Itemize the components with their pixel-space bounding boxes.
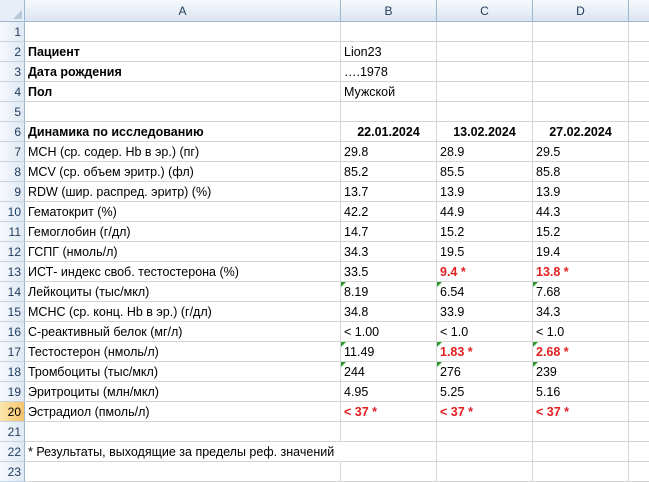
cell-value: 13.7 — [344, 185, 369, 199]
cell-d20[interactable] — [533, 402, 629, 422]
column-header-a[interactable]: A — [25, 0, 341, 22]
row-header-4[interactable]: 4 — [0, 82, 25, 102]
cell-value: < 1.00 — [344, 325, 380, 339]
cell-b16[interactable] — [341, 322, 437, 342]
cell-c6[interactable] — [437, 122, 533, 142]
cell-b8[interactable] — [341, 162, 437, 182]
cell-b22[interactable] — [341, 442, 437, 462]
cell-b12[interactable] — [341, 242, 437, 262]
cell-d7[interactable] — [533, 142, 629, 162]
cell-a1[interactable] — [25, 22, 341, 42]
cell-value: Лейкоциты (тыс/мкл) — [28, 285, 150, 299]
row-header-16[interactable]: 16 — [0, 322, 25, 342]
column-header-b[interactable]: B — [341, 0, 437, 22]
cell-a21[interactable] — [25, 422, 341, 442]
cell-e21[interactable] — [629, 422, 649, 442]
cell-e6[interactable] — [629, 122, 649, 142]
cell-a7[interactable] — [25, 142, 341, 162]
cell-value: < 37 * — [536, 405, 570, 419]
number-as-text-marker-icon — [533, 282, 538, 287]
cell-a3[interactable] — [25, 62, 341, 82]
cell-value: 1.83 * — [440, 345, 473, 359]
cell-value: 239 — [536, 365, 557, 379]
cell-b10[interactable] — [341, 202, 437, 222]
cell-value: 19.4 — [536, 245, 561, 259]
cell-e19[interactable] — [629, 382, 649, 402]
cell-e4[interactable] — [629, 82, 649, 102]
cell-b20[interactable] — [341, 402, 437, 422]
cell-a12[interactable] — [25, 242, 341, 262]
cell-value: Дата рождения — [28, 65, 122, 79]
cell-value: 8.19 — [344, 285, 369, 299]
cell-a8[interactable] — [25, 162, 341, 182]
cell-value: 19.5 — [440, 245, 465, 259]
cell-value: Гематокрит (%) — [28, 205, 117, 219]
cell-value: MCHC (ср. конц. Hb в эр.) (г/дл) — [28, 305, 212, 319]
cell-value: Пол — [28, 85, 53, 99]
cell-d4[interactable] — [533, 82, 629, 102]
cell-c16[interactable] — [437, 322, 533, 342]
cell-d13[interactable] — [533, 262, 629, 282]
cell-c11[interactable] — [437, 222, 533, 242]
cell-value: 13.8 * — [536, 265, 569, 279]
cell-value: Гемоглобин (г/дл) — [28, 225, 131, 239]
cell-d23[interactable] — [533, 462, 629, 482]
cell-value: * Результаты, выходящие за пределы реф. значений — [28, 445, 335, 459]
cell-value: Эстрадиол (пмоль/л) — [28, 405, 150, 419]
cell-c19[interactable] — [437, 382, 533, 402]
cell-a5[interactable] — [25, 102, 341, 122]
cell-a22[interactable] — [25, 442, 341, 462]
cell-value: ….1978 — [344, 65, 388, 79]
cell-d5[interactable] — [533, 102, 629, 122]
cell-c18[interactable] — [437, 362, 533, 382]
cell-b2[interactable] — [341, 42, 437, 62]
row-header-9[interactable]: 9 — [0, 182, 25, 202]
number-as-text-marker-icon — [437, 282, 442, 287]
cell-value: Тестостерон (нмоль/л) — [28, 345, 159, 359]
cell-a18[interactable] — [25, 362, 341, 382]
row-header-6[interactable]: 6 — [0, 122, 25, 142]
row-header-18[interactable]: 18 — [0, 362, 25, 382]
cell-value: 27.02.2024 — [549, 125, 612, 139]
cell-value: 29.8 — [344, 145, 369, 159]
row-header-8[interactable]: 8 — [0, 162, 25, 182]
number-as-text-marker-icon — [437, 362, 442, 367]
row-header-20[interactable]: 20 — [0, 402, 25, 422]
cell-a15[interactable] — [25, 302, 341, 322]
cell-b17[interactable] — [341, 342, 437, 362]
cell-value: 13.9 — [536, 185, 561, 199]
row-header-7[interactable]: 7 — [0, 142, 25, 162]
cell-value: 33.5 — [344, 265, 369, 279]
cell-value: 34.8 — [344, 305, 369, 319]
cell-b5[interactable] — [341, 102, 437, 122]
cell-d21[interactable] — [533, 422, 629, 442]
cell-e5[interactable] — [629, 102, 649, 122]
select-all-triangle-icon — [13, 10, 22, 19]
cell-c5[interactable] — [437, 102, 533, 122]
cell-a2[interactable] — [25, 42, 341, 62]
cell-b21[interactable] — [341, 422, 437, 442]
cell-b15[interactable] — [341, 302, 437, 322]
cell-a4[interactable] — [25, 82, 341, 102]
column-header-e[interactable] — [629, 0, 649, 22]
cell-a13[interactable] — [25, 262, 341, 282]
cell-e14[interactable] — [629, 282, 649, 302]
cell-e1[interactable] — [629, 22, 649, 42]
number-as-text-marker-icon — [341, 362, 346, 367]
cell-value: < 37 * — [440, 405, 474, 419]
cell-e10[interactable] — [629, 202, 649, 222]
column-header-d[interactable]: D — [533, 0, 629, 22]
cell-value: 9.4 * — [440, 265, 466, 279]
cell-value: 7.68 — [536, 285, 561, 299]
cell-c10[interactable] — [437, 202, 533, 222]
cell-value: Lion23 — [344, 45, 382, 59]
cell-value: С-реактивный белок (мг/л) — [28, 325, 183, 339]
cell-a20[interactable] — [25, 402, 341, 422]
cell-value: ГСПГ (нмоль/л) — [28, 245, 118, 259]
number-as-text-marker-icon — [437, 342, 442, 347]
cell-d16[interactable] — [533, 322, 629, 342]
cell-c8[interactable] — [437, 162, 533, 182]
cell-value: MCH (ср. содер. Hb в эр.) (пг) — [28, 145, 200, 159]
cell-a10[interactable] — [25, 202, 341, 222]
cell-e2[interactable] — [629, 42, 649, 62]
row-header-3[interactable]: 3 — [0, 62, 25, 82]
cell-d11[interactable] — [533, 222, 629, 242]
cell-d10[interactable] — [533, 202, 629, 222]
cell-value: Динамика по исследованию — [28, 125, 204, 139]
cell-value: ИСТ- индекс своб. тестостерона (%) — [28, 265, 239, 279]
cell-d6[interactable] — [533, 122, 629, 142]
cell-value: 34.3 — [536, 305, 561, 319]
cell-d18[interactable] — [533, 362, 629, 382]
cell-value: 22.01.2024 — [357, 125, 420, 139]
cell-value: Мужской — [344, 85, 396, 99]
cell-d14[interactable] — [533, 282, 629, 302]
cell-b23[interactable] — [341, 462, 437, 482]
row-header-11[interactable]: 11 — [0, 222, 25, 242]
cell-value: < 37 * — [344, 405, 378, 419]
cell-c14[interactable] — [437, 282, 533, 302]
cell-value: 85.5 — [440, 165, 465, 179]
cell-d3[interactable] — [533, 62, 629, 82]
cell-e18[interactable] — [629, 362, 649, 382]
row-header-5[interactable]: 5 — [0, 102, 25, 122]
cell-a19[interactable] — [25, 382, 341, 402]
cell-d9[interactable] — [533, 182, 629, 202]
number-as-text-marker-icon — [341, 282, 346, 287]
cell-d12[interactable] — [533, 242, 629, 262]
cell-d19[interactable] — [533, 382, 629, 402]
cell-c12[interactable] — [437, 242, 533, 262]
cell-e3[interactable] — [629, 62, 649, 82]
cell-a17[interactable] — [25, 342, 341, 362]
cell-c22[interactable] — [437, 442, 533, 462]
cell-e8[interactable] — [629, 162, 649, 182]
cell-value: 11.49 — [344, 345, 375, 359]
row-header-2[interactable]: 2 — [0, 42, 25, 62]
cell-a11[interactable] — [25, 222, 341, 242]
cell-a6[interactable] — [25, 122, 341, 142]
cell-value: 85.8 — [536, 165, 561, 179]
cell-b14[interactable] — [341, 282, 437, 302]
row-header-22[interactable]: 22 — [0, 442, 25, 462]
cell-value: 5.25 — [440, 385, 465, 399]
cell-value: Пациент — [28, 45, 80, 59]
cell-value: 44.3 — [536, 205, 561, 219]
cell-d8[interactable] — [533, 162, 629, 182]
cell-e20[interactable] — [629, 402, 649, 422]
cell-a9[interactable] — [25, 182, 341, 202]
cell-b6[interactable] — [341, 122, 437, 142]
cell-value: Тромбоциты (тыс/мкл) — [28, 365, 158, 379]
cell-e13[interactable] — [629, 262, 649, 282]
number-as-text-marker-icon — [533, 362, 538, 367]
cell-value: 6.54 — [440, 285, 465, 299]
cell-d22[interactable] — [533, 442, 629, 462]
cell-value: MCV (ср. объем эритр.) (фл) — [28, 165, 194, 179]
cell-a14[interactable] — [25, 282, 341, 302]
number-as-text-marker-icon — [533, 342, 538, 347]
cell-c2[interactable] — [437, 42, 533, 62]
column-header-c[interactable]: C — [437, 0, 533, 22]
cell-a23[interactable] — [25, 462, 341, 482]
cell-c13[interactable] — [437, 262, 533, 282]
cell-c15[interactable] — [437, 302, 533, 322]
cell-d17[interactable] — [533, 342, 629, 362]
cell-e15[interactable] — [629, 302, 649, 322]
number-as-text-marker-icon — [341, 342, 346, 347]
cell-e22[interactable] — [629, 442, 649, 462]
cell-value: 28.9 — [440, 145, 465, 159]
cell-b3[interactable] — [341, 62, 437, 82]
cell-value: 5.16 — [536, 385, 561, 399]
cell-e17[interactable] — [629, 342, 649, 362]
cell-b18[interactable] — [341, 362, 437, 382]
cell-c23[interactable] — [437, 462, 533, 482]
cell-e7[interactable] — [629, 142, 649, 162]
cell-e16[interactable] — [629, 322, 649, 342]
cell-b19[interactable] — [341, 382, 437, 402]
cell-value: 44.9 — [440, 205, 465, 219]
cell-value: Эритроциты (млн/мкл) — [28, 385, 159, 399]
cell-value: 15.2 — [536, 225, 561, 239]
cell-b13[interactable] — [341, 262, 437, 282]
cell-value: 4.95 — [344, 385, 369, 399]
row-header-12[interactable]: 12 — [0, 242, 25, 262]
cell-value: 14.7 — [344, 225, 369, 239]
cell-b9[interactable] — [341, 182, 437, 202]
row-header-15[interactable]: 15 — [0, 302, 25, 322]
cell-c17[interactable] — [437, 342, 533, 362]
cell-c3[interactable] — [437, 62, 533, 82]
cell-value: 244 — [344, 365, 365, 379]
row-header-19[interactable]: 19 — [0, 382, 25, 402]
cell-value: 13.9 — [440, 185, 465, 199]
cell-b1[interactable] — [341, 22, 437, 42]
cell-d15[interactable] — [533, 302, 629, 322]
cell-a16[interactable] — [25, 322, 341, 342]
cell-e9[interactable] — [629, 182, 649, 202]
row-header-10[interactable]: 10 — [0, 202, 25, 222]
cell-value: < 1.0 — [440, 325, 469, 339]
cell-c21[interactable] — [437, 422, 533, 442]
cell-e11[interactable] — [629, 222, 649, 242]
cell-e23[interactable] — [629, 462, 649, 482]
cell-value: 33.9 — [440, 305, 465, 319]
cell-c9[interactable] — [437, 182, 533, 202]
cell-value: < 1.0 — [536, 325, 565, 339]
row-header-1[interactable]: 1 — [0, 22, 25, 42]
cell-c1[interactable] — [437, 22, 533, 42]
row-header-23[interactable]: 23 — [0, 462, 25, 482]
cell-d1[interactable] — [533, 22, 629, 42]
cell-value: 2.68 * — [536, 345, 569, 359]
cell-d2[interactable] — [533, 42, 629, 62]
cell-value: 276 — [440, 365, 461, 379]
cell-e12[interactable] — [629, 242, 649, 262]
row-header-14[interactable]: 14 — [0, 282, 25, 302]
cell-value: 42.2 — [344, 205, 369, 219]
cell-value: 13.02.2024 — [453, 125, 516, 139]
cell-value: 85.2 — [344, 165, 369, 179]
cell-value: 29.5 — [536, 145, 561, 159]
select-all-corner[interactable] — [0, 0, 25, 22]
row-header-17[interactable]: 17 — [0, 342, 25, 362]
row-header-21[interactable]: 21 — [0, 422, 25, 442]
cell-value: RDW (шир. распред. эритр) (%) — [28, 185, 212, 199]
cell-b4[interactable] — [341, 82, 437, 102]
cell-c4[interactable] — [437, 82, 533, 102]
cell-value: 15.2 — [440, 225, 465, 239]
cell-c20[interactable] — [437, 402, 533, 422]
cell-value: 34.3 — [344, 245, 369, 259]
cell-b11[interactable] — [341, 222, 437, 242]
cell-b7[interactable] — [341, 142, 437, 162]
row-header-13[interactable]: 13 — [0, 262, 25, 282]
cell-c7[interactable] — [437, 142, 533, 162]
